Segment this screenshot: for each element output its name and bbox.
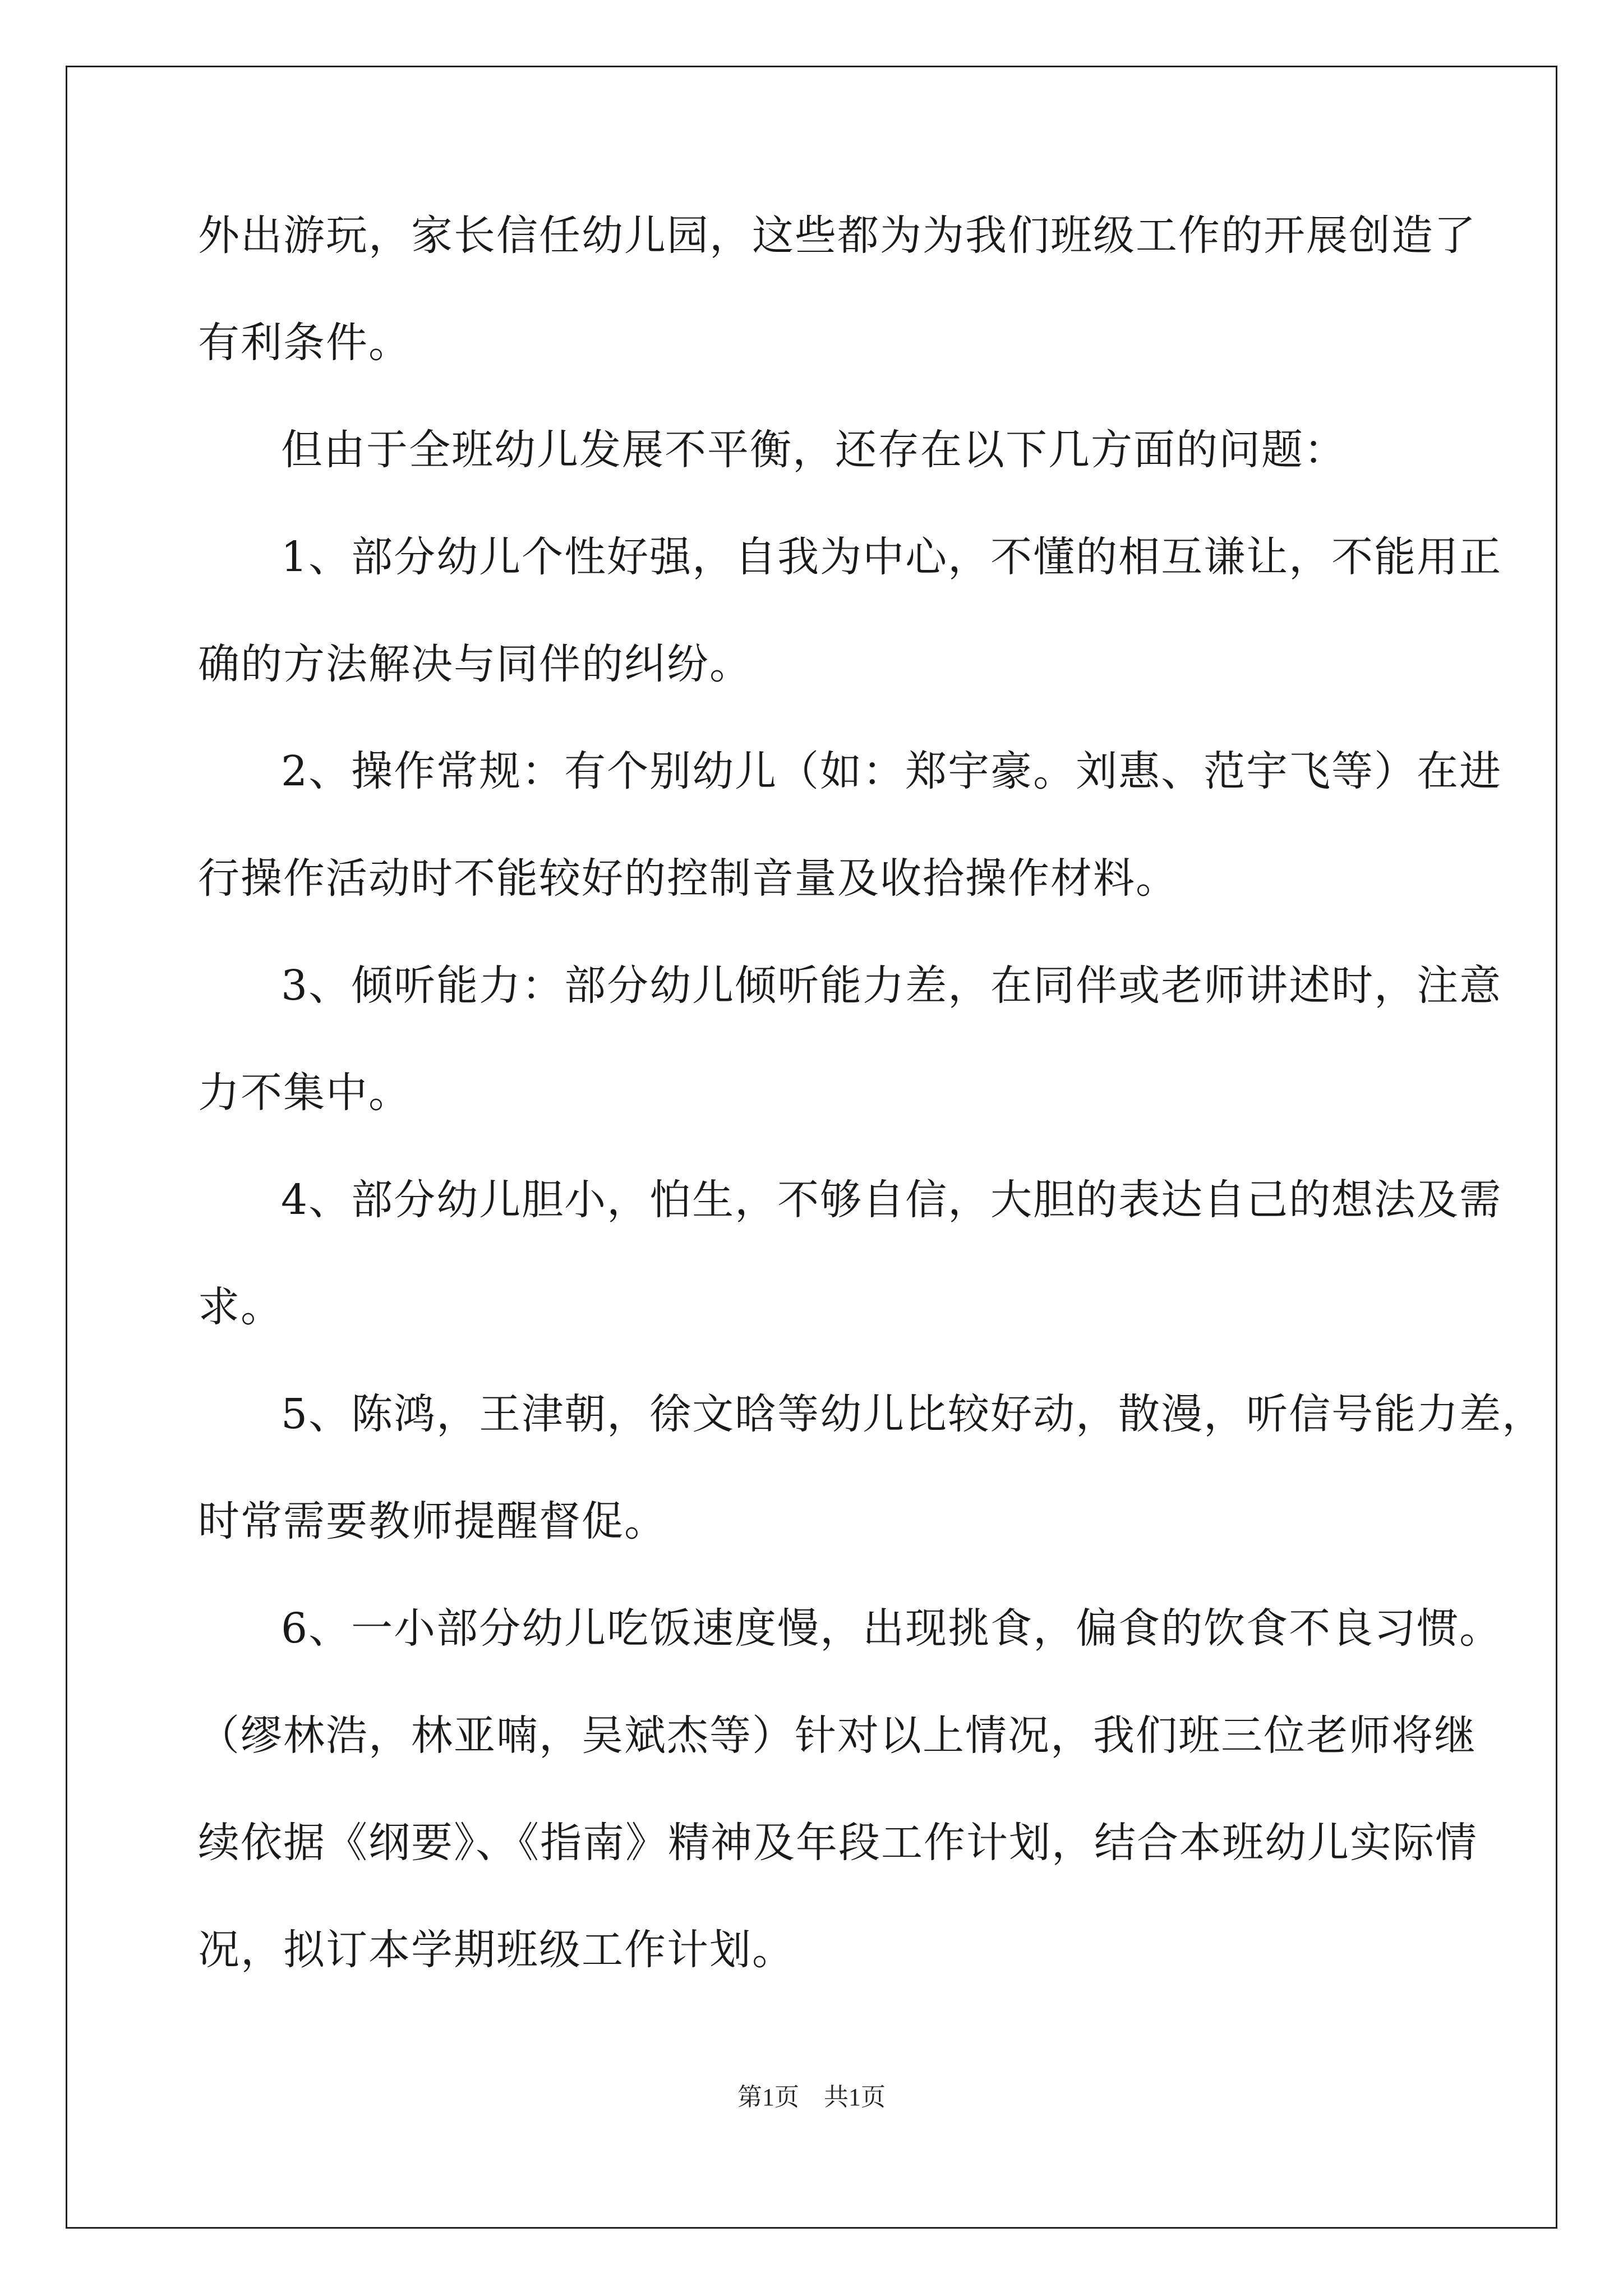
page-number-footer: 第1页 共1页 bbox=[737, 2083, 886, 2111]
text-line-9: 力不集中。 bbox=[198, 1069, 411, 1117]
text-line-2: 有利条件。 bbox=[198, 319, 411, 367]
text-line-16: 续依据《纲要》、《指南》精神及年段工作计划，结合本班幼儿实际情 bbox=[198, 1819, 1478, 1867]
text-line-7: 行操作活动时不能较好的控制音量及收拾操作材料。 bbox=[198, 854, 1178, 903]
text-line-12: 5、陈鸿，王津朝，徐文晗等幼儿比较好动，散漫，听信号能力差， bbox=[281, 1390, 1545, 1438]
text-line-4: 1、部分幼儿个性好强，自我为中心，不懂的相互谦让，不能用正 bbox=[281, 533, 1502, 581]
document-body bbox=[198, 210, 1545, 2032]
text-line-8: 3、倾听能力：部分幼儿倾听能力差，在同伴或老师讲述时，注意 bbox=[281, 961, 1502, 1010]
text-line-17: 况，拟订本学期班级工作计划。 bbox=[198, 1926, 795, 1974]
text-line-11: 求。 bbox=[198, 1283, 283, 1331]
text-line-14: 6、一小部分幼儿吃饭速度慢，出现挑食，偏食的饮食不良习惯。 bbox=[281, 1604, 1502, 1653]
text-line-5: 确的方法解决与同伴的纠纷。 bbox=[198, 640, 752, 688]
text-line-3: 但由于全班幼儿发展不平衡，还存在以下几方面的问题： bbox=[281, 426, 1347, 474]
text-line-6: 2、操作常规：有个别幼儿（如：郑宇豪。刘惠、范宇飞等）在进 bbox=[281, 747, 1502, 795]
text-line-15: （缪林浩，林亚喃，吴斌杰等）针对以上情况，我们班三位老师将继 bbox=[198, 1711, 1477, 1760]
text-line-10: 4、部分幼儿胆小，怕生，不够自信，大胆的表达自己的想法及需 bbox=[281, 1176, 1502, 1224]
text-line-13: 时常需要教师提醒督促。 bbox=[198, 1497, 667, 1545]
text-line-1: 外出游玩，家长信任幼儿园，这些都为为我们班级工作的开展创造了 bbox=[198, 211, 1477, 260]
